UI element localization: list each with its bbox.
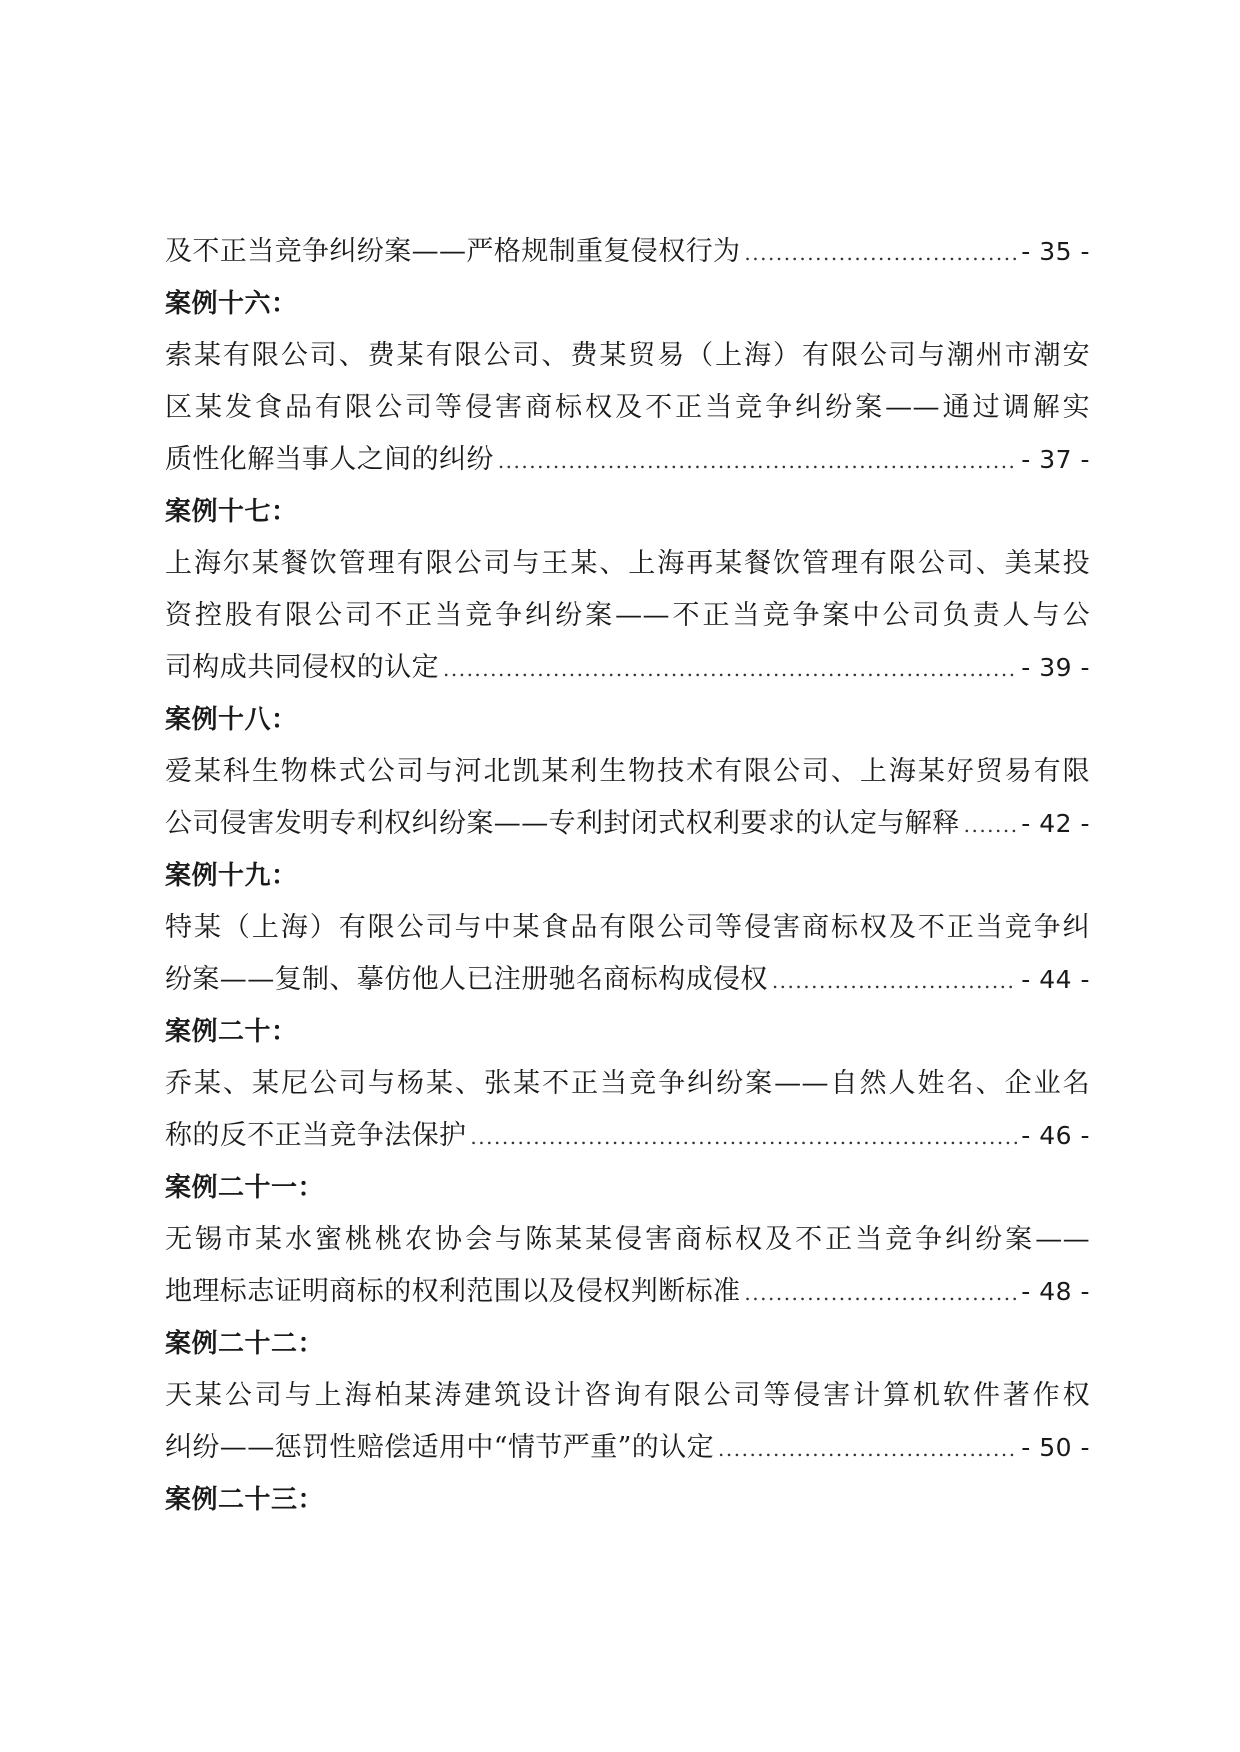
dot-leader bbox=[498, 435, 1017, 486]
page-number: - 46 - bbox=[1021, 1121, 1090, 1150]
dot-leader bbox=[443, 643, 1017, 694]
dot-leader bbox=[744, 1267, 1017, 1318]
toc-entry-title: 纷案——复制、摹仿他人已注册驰名商标构成侵权 bbox=[165, 964, 768, 995]
toc-entry[interactable] bbox=[165, 434, 1090, 486]
page-number: - 37 - bbox=[1021, 445, 1090, 474]
toc-entry-title: 及不正当竞争纠纷案——严格规制重复侵权行为 bbox=[165, 236, 741, 267]
toc-entry[interactable] bbox=[165, 642, 1090, 694]
page-number: - 35 - bbox=[1021, 237, 1090, 266]
toc-entry[interactable] bbox=[165, 226, 1090, 278]
case-title-line: 上海尔某餐饮管理有限公司与王某、上海再某餐饮管理有限公司、美某投 bbox=[165, 548, 1090, 579]
toc-entry-title: 公司侵害发明专利权纠纷案——专利封闭式权利要求的认定与解释 bbox=[165, 808, 960, 839]
dot-leader bbox=[772, 955, 1017, 1006]
case-heading: 案例十六： bbox=[165, 289, 298, 319]
case-title-line: 无锡市某水蜜桃桃农协会与陈某某侵害商标权及不正当竞争纠纷案—— bbox=[165, 1224, 1090, 1255]
page-number: - 42 - bbox=[1021, 809, 1090, 838]
table-of-contents bbox=[165, 226, 1090, 1526]
toc-entry-title: 质性化解当事人之间的纠纷 bbox=[165, 444, 494, 475]
case-heading: 案例二十二： bbox=[165, 1329, 325, 1359]
case-title-line: 爱某科生物株式公司与河北凯某利生物技术有限公司、上海某好贸易有限 bbox=[165, 756, 1090, 787]
toc-entry-title: 司构成共同侵权的认定 bbox=[165, 652, 439, 683]
page-number: - 44 - bbox=[1021, 965, 1090, 994]
case-title-line: 资控股有限公司不正当竞争纠纷案——不正当竞争案中公司负责人与公 bbox=[165, 600, 1090, 631]
toc-entry[interactable] bbox=[165, 1266, 1090, 1318]
dot-leader bbox=[744, 227, 1017, 278]
page-number: - 50 - bbox=[1021, 1433, 1090, 1462]
case-heading: 案例十九： bbox=[165, 861, 298, 891]
case-heading: 案例二十三： bbox=[165, 1485, 325, 1515]
case-title-line: 区某发食品有限公司等侵害商标权及不正当竞争纠纷案——通过调解实 bbox=[165, 392, 1090, 423]
case-heading: 案例十七： bbox=[165, 497, 298, 527]
case-heading: 案例二十： bbox=[165, 1017, 298, 1047]
case-title-line: 特某（上海）有限公司与中某食品有限公司等侵害商标权及不正当竞争纠 bbox=[165, 912, 1090, 943]
toc-entry[interactable] bbox=[165, 954, 1090, 1006]
toc-entry[interactable] bbox=[165, 1110, 1090, 1162]
toc-entry-title: 纠纷——惩罚性赔偿适用中“情节严重”的认定 bbox=[165, 1432, 715, 1463]
dot-leader bbox=[470, 1111, 1017, 1162]
page-number: - 48 - bbox=[1021, 1277, 1090, 1306]
page-number: - 39 - bbox=[1021, 653, 1090, 682]
toc-entry-title: 称的反不正当竞争法保护 bbox=[165, 1120, 467, 1151]
case-title-line: 索某有限公司、费某有限公司、费某贸易（上海）有限公司与潮州市潮安 bbox=[165, 340, 1090, 371]
dot-leader bbox=[964, 799, 1018, 850]
case-title-line: 乔某、某尼公司与杨某、张某不正当竞争纠纷案——自然人姓名、企业名 bbox=[165, 1068, 1090, 1099]
case-heading: 案例十八： bbox=[165, 705, 298, 735]
case-title-line: 天某公司与上海柏某涛建筑设计咨询有限公司等侵害计算机软件著作权 bbox=[165, 1380, 1090, 1411]
toc-entry[interactable] bbox=[165, 798, 1090, 850]
dot-leader bbox=[718, 1423, 1017, 1474]
toc-entry[interactable] bbox=[165, 1422, 1090, 1474]
case-heading: 案例二十一： bbox=[165, 1173, 325, 1203]
toc-entry-title: 地理标志证明商标的权利范围以及侵权判断标准 bbox=[165, 1276, 741, 1307]
